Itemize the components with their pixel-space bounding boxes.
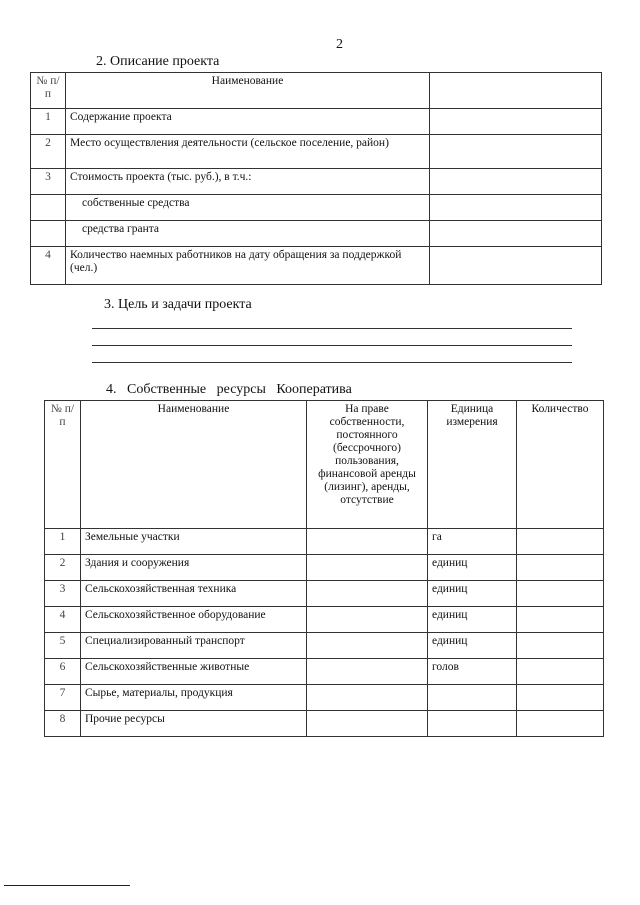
unit-cell	[428, 711, 517, 737]
table-row	[31, 135, 602, 169]
value-cell[interactable]	[430, 169, 602, 195]
ownership-cell[interactable]	[307, 685, 428, 711]
ownership-cell[interactable]	[307, 555, 428, 581]
table-row	[31, 169, 602, 195]
value-cell[interactable]	[430, 221, 602, 247]
quantity-cell[interactable]	[517, 529, 604, 555]
value-cell[interactable]	[430, 135, 602, 169]
row-name: собственные средства	[66, 195, 430, 221]
section-4-title: 4. Собственные ресурсы Кооператива	[106, 382, 352, 397]
row-number: 1	[31, 109, 66, 135]
table-row	[45, 711, 604, 737]
table-row	[45, 685, 604, 711]
row-number: 4	[45, 607, 81, 633]
unit-cell	[428, 685, 517, 711]
row-number: 8	[45, 711, 81, 737]
row-number: 1	[45, 529, 81, 555]
row-number: 4	[31, 247, 66, 285]
section-3-title: 3. Цель и задачи проекта	[104, 297, 252, 312]
table-header-row	[45, 401, 604, 529]
table-header-row	[31, 73, 602, 109]
table-row	[45, 633, 604, 659]
table-row	[45, 581, 604, 607]
row-name: Содержание проекта	[66, 109, 430, 135]
value-cell[interactable]	[430, 109, 602, 135]
row-number: 6	[45, 659, 81, 685]
row-number	[31, 195, 66, 221]
row-name: Специализированный транспорт	[81, 633, 307, 659]
section-2-title: 2. Описание проекта	[96, 54, 220, 69]
value-cell[interactable]	[430, 247, 602, 285]
unit-cell: единиц	[428, 607, 517, 633]
quantity-cell[interactable]	[517, 607, 604, 633]
unit-cell: единиц	[428, 555, 517, 581]
quantity-cell[interactable]	[517, 711, 604, 737]
row-number: 5	[45, 633, 81, 659]
column-header-name: Наименование	[66, 73, 430, 109]
row-number	[31, 221, 66, 247]
column-header-number: № п/п	[31, 73, 66, 109]
table-row	[45, 529, 604, 555]
table-row	[31, 247, 602, 285]
row-name: Сельскохозяйственное оборудование	[81, 607, 307, 633]
row-name: средства гранта	[66, 221, 430, 247]
row-number: 7	[45, 685, 81, 711]
answer-line[interactable]	[92, 362, 572, 363]
row-name: Стоимость проекта (тыс. руб.), в т.ч.:	[66, 169, 430, 195]
quantity-cell[interactable]	[517, 581, 604, 607]
unit-cell: единиц	[428, 581, 517, 607]
table-row	[45, 607, 604, 633]
row-name: Количество наемных работников на дату обращения за поддержкой (чел.)	[66, 247, 430, 285]
row-number: 3	[31, 169, 66, 195]
quantity-cell[interactable]	[517, 685, 604, 711]
row-name: Здания и сооружения	[81, 555, 307, 581]
page-number: 2	[336, 37, 343, 52]
unit-cell: га	[428, 529, 517, 555]
quantity-cell[interactable]	[517, 555, 604, 581]
ownership-cell[interactable]	[307, 529, 428, 555]
quantity-cell[interactable]	[517, 659, 604, 685]
ownership-cell[interactable]	[307, 607, 428, 633]
unit-cell: единиц	[428, 633, 517, 659]
column-header-unit: Единица измерения	[428, 401, 517, 529]
column-header-name: Наименование	[81, 401, 307, 529]
own-resources-table	[44, 400, 604, 737]
quantity-cell[interactable]	[517, 633, 604, 659]
ownership-cell[interactable]	[307, 659, 428, 685]
answer-line[interactable]	[92, 345, 572, 346]
answer-line[interactable]	[92, 328, 572, 329]
column-header-quantity: Количество	[517, 401, 604, 529]
column-header-value	[430, 73, 602, 109]
row-name: Прочие ресурсы	[81, 711, 307, 737]
row-name: Сырье, материалы, продукция	[81, 685, 307, 711]
row-name: Сельскохозяйственная техника	[81, 581, 307, 607]
table-row	[45, 659, 604, 685]
table-row	[45, 555, 604, 581]
row-name: Земельные участки	[81, 529, 307, 555]
footnote-divider	[4, 885, 130, 886]
ownership-cell[interactable]	[307, 633, 428, 659]
column-header-ownership: На праве собственности, постоянного (бессрочного) пользования, финансовой аренды (лизинг), аренды, отсутствие	[307, 401, 428, 529]
column-header-number: № п/п	[45, 401, 81, 529]
row-number: 2	[45, 555, 81, 581]
table-row	[31, 109, 602, 135]
ownership-cell[interactable]	[307, 581, 428, 607]
row-number: 3	[45, 581, 81, 607]
row-number: 2	[31, 135, 66, 169]
table-row	[31, 221, 602, 247]
ownership-cell[interactable]	[307, 711, 428, 737]
unit-cell: голов	[428, 659, 517, 685]
row-name: Сельскохозяйственные животные	[81, 659, 307, 685]
row-name: Место осуществления деятельности (сельское поселение, район)	[66, 135, 430, 169]
table-row	[31, 195, 602, 221]
value-cell[interactable]	[430, 195, 602, 221]
project-description-table	[30, 72, 602, 285]
